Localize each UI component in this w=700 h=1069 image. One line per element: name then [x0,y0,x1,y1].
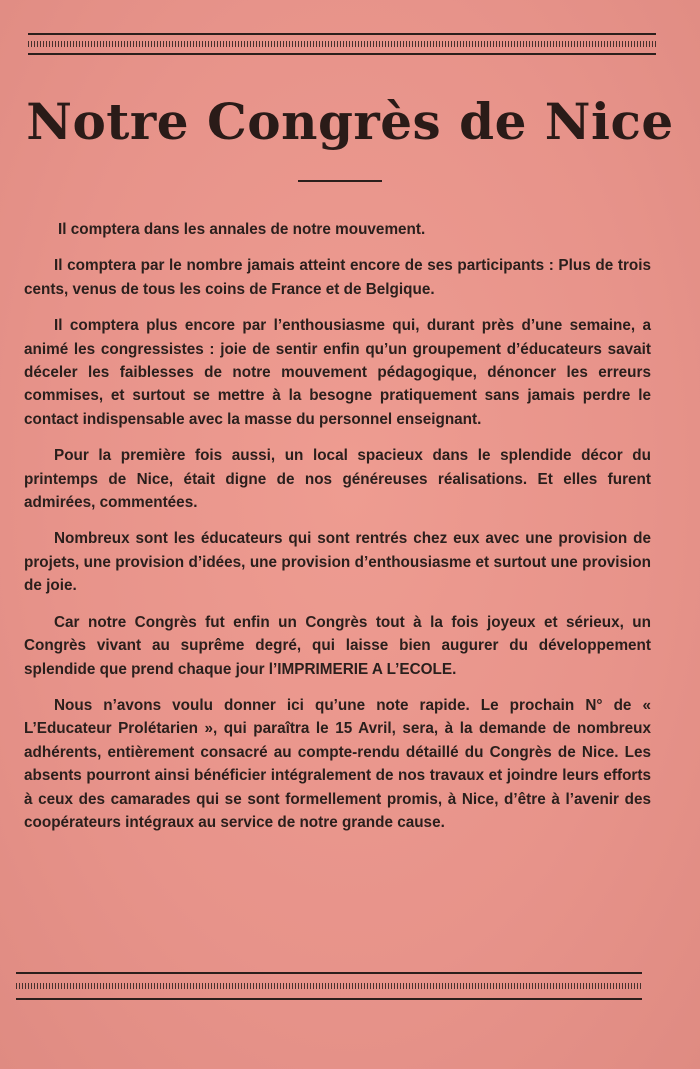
paragraph: Pour la première fois aussi, un local spacieux dans le splendide décor du printemps de Nice, était digne de nos généreuses réalisations. Et elles furent admirées, commentées. [24,447,651,512]
bottom-rule-line [16,998,642,1000]
paragraph: Nombreux sont les éducateurs qui sont rentrés chez eux avec une provision de projets, une provision d’idées, une provision d’enthousiasme et surtout une provision de joie. [24,530,651,595]
article-body [24,218,651,847]
top-rule-line [28,53,656,55]
bottom-rule-line [16,972,642,974]
page-title: Notre Congrès de Nice [26,92,674,151]
top-rule-line [28,33,656,35]
bottom-rule-dots [16,983,642,989]
top-rule-dots [28,41,656,47]
paragraph: Nous n’avons voulu donner ici qu’une note rapide. Le prochain N° de « L’Educateur Prolétarien », qui paraîtra le 15 Avril, sera, à la demande de nombreux adhérents, entièrement consacré au compte-rendu détaillé du Congrès de Nice. Les absents pourront ainsi bénéficier intégralement de nos travaux et joindre leurs efforts à ceux des camarades qui se sont formellement promis, à Nice, d’être à l’avenir des coopérateurs intégraux au service de notre grande cause. [24,696,651,831]
paragraph: Il comptera plus encore par l’enthousiasme qui, durant près d’une semaine, a animé les congressistes : joie de sentir enfin qu’un groupement d’éducateurs savait déceler les faiblesses de notre mouvement pédagogique, dénoncer les erreurs commises, et surtout se mettre à la besogne pratiquement sans jamais perdre le contact indispensable avec la masse du personnel enseignant. [24,317,651,428]
paragraph: Il comptera dans les annales de notre mouvement. [58,221,426,238]
paragraph: Il comptera par le nombre jamais atteint encore de ses participants : Plus de trois cents, venus de tous les coins de France et de Belgique. [24,257,651,298]
paragraph: Car notre Congrès fut enfin un Congrès tout à la fois joyeux et sérieux, un Congrès vivant au suprême degré, qui laisse bien augurer du développement splendide que prend chaque jour l’IMPRIMERIE A L’ECOLE. [24,613,651,678]
top-ornamental-rule [28,33,656,55]
bottom-ornamental-rule [16,972,642,1002]
title-divider [298,180,382,182]
